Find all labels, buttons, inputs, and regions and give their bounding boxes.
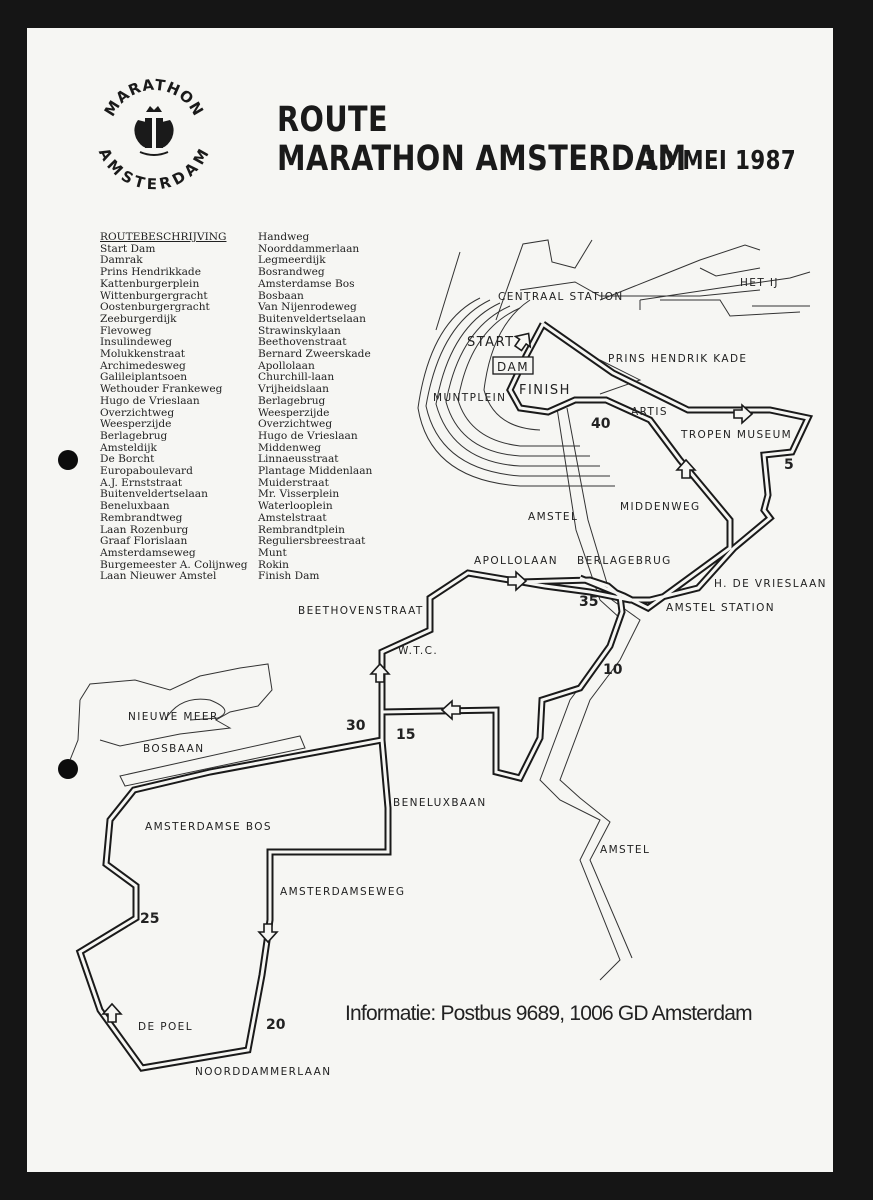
logo-text-top: MARATHON (100, 75, 208, 120)
route-street-item: Galileiplantsoen (100, 371, 188, 384)
label-tropen-museum: TROPEN MUSEUM (681, 429, 793, 441)
arrow-left-icon (442, 701, 460, 719)
label-noorddammerlaan: NOORDDAMMERLAAN (195, 1066, 332, 1078)
route-street-item: De Borcht (100, 453, 155, 466)
direction-arrows (103, 324, 752, 1022)
route-street-item: Berlagebrug (258, 394, 326, 407)
label-nieuwe-meer: NIEUWE MEER (128, 711, 219, 723)
logo-text-bottom: AMSTERDAM (94, 145, 214, 192)
label-wtc: W.T.C. (398, 645, 439, 657)
label-dam: DAM (497, 360, 530, 374)
route-street-item: Van Nijenrodeweg (258, 301, 357, 314)
route-street-item: Noorddammerlaan (258, 242, 360, 255)
route-street-item: Weesperzijde (100, 418, 172, 431)
label-start: START (467, 335, 515, 350)
km-marker-30: 30 (346, 718, 366, 734)
label-artis: ARTIS (631, 406, 668, 418)
km-marker-20: 20 (266, 1017, 286, 1033)
km-marker-15: 15 (396, 727, 416, 743)
route-street-item: Buitenveldertselaan (100, 488, 208, 501)
race-date: 10 MEI 1987 (644, 146, 797, 176)
route-street-item: Laan Nieuwer Amstel (100, 570, 217, 583)
route-street-item: Berlagebrug (100, 429, 168, 442)
label-beneluxbaan: BENELUXBAAN (393, 797, 487, 809)
route-street-item: Oostenburgergracht (100, 301, 210, 314)
km-marker-25: 25 (140, 911, 160, 927)
route-street-item: Mr. Visserplein (258, 488, 340, 501)
km-marker-10: 10 (603, 662, 623, 678)
route-street-item: Vrijheidslaan (258, 383, 329, 396)
route-street-item: Overzichtweg (100, 406, 175, 419)
route-street-item: Finish Dam (258, 570, 320, 583)
route-street-item: Apollolaan (258, 359, 315, 372)
route-street-item: Prins Hendrikkade (100, 266, 201, 279)
route-street-item: Munt (258, 546, 287, 559)
route-street-item: Churchill-laan (258, 371, 335, 384)
route-street-item: Rembrandtplein (258, 523, 345, 536)
label-amstel-south: AMSTEL (600, 844, 651, 856)
label-beethovenstraat: BEETHOVENSTRAAT (298, 605, 424, 617)
route-street-item: Archimedesweg (100, 359, 186, 372)
route-street-item: Strawinskylaan (258, 324, 341, 337)
arrow-up-icon (371, 664, 389, 682)
route-street-item: Weesperzijde (258, 406, 330, 419)
route-street-item: Graaf Florislaan (100, 535, 188, 548)
km-marker-40: 40 (591, 416, 611, 432)
label-amsterdamse-bos: AMSTERDAMSE BOS (145, 821, 272, 833)
label-amstel-north: AMSTEL (528, 511, 579, 523)
arrow-right-icon (508, 572, 526, 590)
route-street-item: Waterlooplein (258, 500, 333, 513)
label-amsterdamseweg: AMSTERDAMSEWEG (280, 886, 406, 898)
label-berlagebrug: BERLAGEBRUG (577, 555, 672, 567)
label-bosbaan: BOSBAAN (143, 743, 205, 755)
route-street-item: Flevoweg (100, 324, 152, 337)
route-street-item: Legmeerdijk (258, 254, 326, 267)
route-street-item: Muiderstraat (258, 476, 329, 489)
route-street-item: Rembrandtweg (100, 511, 183, 524)
title-route: ROUTE (277, 100, 389, 140)
label-h-de-vrieslaan: H. DE VRIESLAAN (714, 578, 827, 590)
route-street-item: Wethouder Frankeweg (100, 383, 223, 396)
route-street-item: Handweg (258, 231, 310, 243)
route-street-item: Start Dam (100, 242, 156, 255)
arrow-down-icon (259, 924, 277, 942)
label-muntplein: MUNTPLEIN (433, 392, 507, 404)
route-street-item: Europaboulevard (100, 465, 193, 478)
label-amstel-station: AMSTEL STATION (666, 602, 776, 614)
route-street-item: Hugo de Vrieslaan (100, 394, 200, 407)
label-het-ij: HET IJ (740, 277, 779, 289)
title-marathon-amsterdam: MARATHON AMSTERDAM (277, 139, 687, 179)
route-street-item: Insulindeweg (100, 336, 173, 349)
route-street-item: Molukkenstraat (100, 348, 186, 361)
route-street-item: A.J. Ernststraat (100, 476, 183, 489)
route-street-item: Overzichtweg (258, 418, 333, 431)
label-apollolaan: APOLLOLAAN (474, 555, 558, 567)
route-street-item: Laan Rozenburg (100, 523, 189, 536)
route-street-item: Amsteldijk (100, 441, 157, 454)
route-street-item: Linnaeusstraat (258, 453, 339, 466)
route-street-item: Bernard Zweerskade (258, 348, 371, 361)
km-marker-35: 35 (579, 594, 599, 610)
route-street-item: Wittenburgergracht (100, 289, 208, 302)
route-street-item: Buitenveldertselaan (258, 312, 366, 325)
info-address: Informatie: Postbus 9689, 1006 GD Amsterdam (345, 1002, 752, 1025)
km-marker-5: 5 (784, 457, 794, 473)
route-street-item: Beethovenstraat (258, 336, 347, 349)
route-street-item: Bosbaan (258, 289, 304, 302)
route-street-item: Damrak (100, 254, 143, 267)
label-middenweg: MIDDENWEG (620, 501, 701, 513)
route-street-item: Rokin (258, 558, 289, 571)
label-prins-hendrik-kade: PRINS HENDRIK KADE (608, 353, 748, 365)
route-street-item: Burgemeester A. Colijnweg (100, 558, 248, 571)
label-de-poel: DE POEL (138, 1021, 193, 1033)
route-street-item: Plantage Middenlaan (258, 465, 373, 478)
route-street-item: Zeeburgerdijk (100, 312, 177, 325)
route-street-item: Amsterdamse Bos (258, 277, 355, 290)
label-finish: FINISH (519, 383, 571, 398)
label-centraal-station: CENTRAAL STATION (498, 291, 624, 303)
route-street-item: Kattenburgerplein (100, 277, 200, 290)
route-street-item: Beneluxbaan (100, 500, 170, 513)
route-street-item: Hugo de Vrieslaan (258, 429, 358, 442)
route-heading: ROUTEBESCHRIJVING (100, 231, 227, 243)
route-street-item: Amstelstraat (258, 511, 327, 524)
route-street-item: Bosrandweg (258, 266, 325, 279)
route-street-item: Reguliersbreestraat (258, 535, 366, 548)
route-street-item: Amsterdamseweg (100, 546, 196, 559)
route-street-item: Middenweg (258, 441, 322, 454)
